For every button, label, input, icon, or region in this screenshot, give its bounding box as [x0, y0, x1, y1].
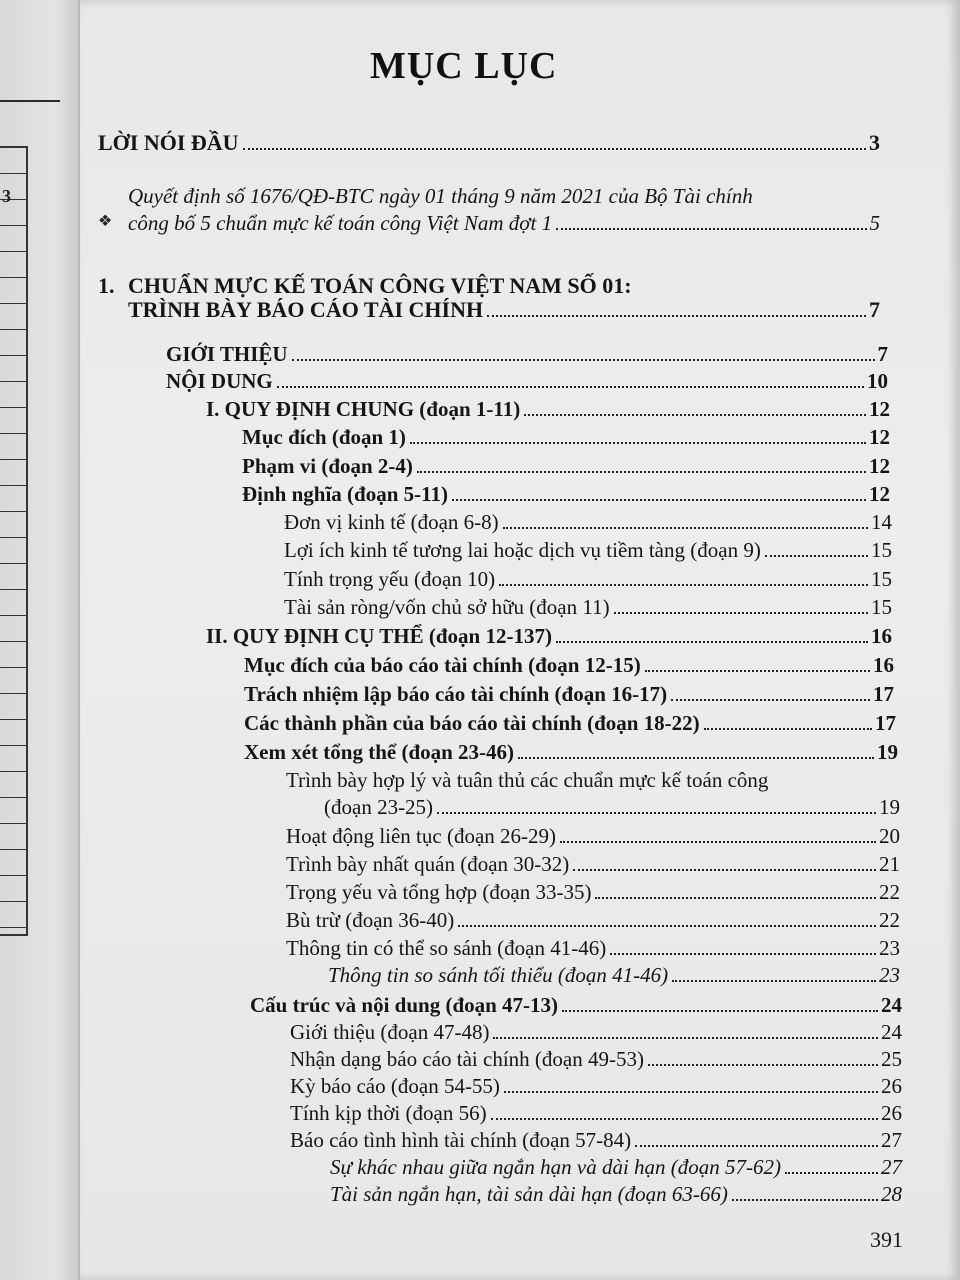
toc-entry-page: 22	[879, 880, 900, 904]
toc-entry[interactable]	[244, 739, 898, 765]
toc-entry[interactable]	[284, 566, 892, 592]
dot-leader	[499, 584, 868, 586]
dot-leader	[437, 812, 876, 814]
toc-entry[interactable]	[206, 623, 892, 649]
toc-entry-preface[interactable]	[98, 130, 880, 156]
toc-entry-label: LỜI NÓI ĐẦU	[98, 130, 239, 155]
toc-entry[interactable]	[244, 710, 896, 736]
dot-leader	[765, 555, 868, 557]
dot-leader	[560, 841, 876, 843]
chapter-title-line1: CHUẨN MỰC KẾ TOÁN CÔNG VIỆT NAM SỐ 01:	[128, 273, 632, 298]
toc-entry-label: Cấu trúc và nội dung (đoạn 47-13)	[250, 993, 559, 1017]
toc-entry-page: 15	[871, 567, 892, 591]
toc-entry[interactable]	[290, 1073, 902, 1099]
toc-entry-page: 25	[881, 1047, 902, 1071]
toc-entry-page: 22	[879, 908, 900, 932]
toc-entry-page: 5	[869, 211, 880, 235]
toc-entry-label: Tài sản ngắn hạn, tài sản dài hạn (đoạn 63-66)	[330, 1182, 728, 1206]
toc-entry[interactable]	[244, 681, 894, 707]
toc-entry-label: Mục đích (đoạn 1)	[242, 425, 406, 449]
dot-leader	[504, 1091, 878, 1093]
toc-entry-label: Phạm vi (đoạn 2-4)	[242, 454, 413, 478]
dot-leader	[503, 527, 868, 529]
toc-entry-label: (đoạn 23-25)	[324, 795, 434, 819]
toc-entry-label: Lợi ích kinh tế tương lai hoặc dịch vụ tiềm tàng (đoạn 9)	[284, 538, 761, 562]
toc-entry-page: 27	[881, 1128, 902, 1152]
dot-leader	[417, 471, 866, 473]
toc-entry-page: 12	[869, 425, 890, 449]
facing-page-rule	[0, 100, 60, 102]
toc-entry-label: Giới thiệu (đoạn 47-48)	[290, 1020, 490, 1044]
toc-entry[interactable]	[286, 907, 900, 933]
toc-entry-label: Kỳ báo cáo (đoạn 54-55)	[290, 1074, 500, 1098]
dot-leader	[704, 728, 872, 730]
facing-page-edge	[0, 0, 78, 1280]
page-title: MỤC LỤC	[370, 45, 558, 87]
toc-entry[interactable]	[250, 992, 902, 1018]
toc-entry-page: 16	[871, 624, 892, 648]
dot-leader	[573, 869, 876, 871]
facing-page-number: 3	[2, 186, 11, 206]
toc-entry-label: Nhận dạng báo cáo tài chính (đoạn 49-53)	[290, 1047, 644, 1071]
toc-entry-page: 7	[877, 342, 888, 366]
toc-entry-page: 12	[869, 482, 890, 506]
dot-leader	[292, 359, 875, 361]
chapter-number: 1.	[98, 273, 115, 298]
toc-entry[interactable]	[330, 1181, 902, 1207]
toc-page	[80, 0, 960, 1280]
toc-entry-label: Đơn vị kinh tế (đoạn 6-8)	[284, 510, 499, 534]
dot-leader	[518, 757, 874, 759]
toc-entry-label: Tính kịp thời (đoạn 56)	[290, 1101, 487, 1125]
dot-leader	[645, 670, 870, 672]
toc-entry[interactable]	[290, 1100, 902, 1126]
toc-entry-label: GIỚI THIỆU	[166, 342, 288, 366]
toc-entry-label: Định nghĩa (đoạn 5-11)	[242, 482, 448, 506]
toc-entry-label: I. QUY ĐỊNH CHUNG (đoạn 1-11)	[206, 397, 521, 421]
toc-entry-label: Các thành phần của báo cáo tài chính (đoạn 18-22)	[244, 711, 700, 735]
toc-entry[interactable]	[242, 453, 890, 479]
toc-entry-label: Hoạt động liên tục (đoạn 26-29)	[286, 824, 557, 848]
dot-leader	[556, 641, 868, 643]
toc-entry[interactable]	[286, 935, 900, 961]
dot-leader	[277, 386, 864, 388]
toc-entry-page: 24	[881, 993, 902, 1017]
toc-entry-label: NỘI DUNG	[166, 369, 273, 393]
toc-entry[interactable]	[284, 594, 892, 620]
toc-entry-label: Trọng yếu và tổng hợp (đoạn 33-35)	[286, 880, 592, 904]
dot-leader	[556, 228, 866, 230]
toc-entry-label: Trách nhiệm lập báo cáo tài chính (đoạn 16-17)	[244, 682, 668, 706]
toc-entry[interactable]	[244, 652, 894, 678]
toc-entry-page: 19	[879, 795, 900, 819]
toc-entry[interactable]	[330, 1154, 902, 1180]
dot-leader	[785, 1172, 878, 1174]
toc-entry[interactable]	[284, 509, 892, 535]
toc-entry-page: 20	[879, 824, 900, 848]
toc-entry[interactable]	[166, 341, 888, 367]
toc-entry-label: Báo cáo tình hình tài chính (đoạn 57-84)	[290, 1128, 632, 1152]
toc-entry-page: 12	[869, 454, 890, 478]
dot-leader	[458, 925, 876, 927]
dot-leader	[614, 612, 868, 614]
dot-leader	[452, 499, 866, 501]
toc-entry[interactable]	[242, 481, 890, 507]
toc-entry-page: 14	[871, 510, 892, 534]
toc-entry-page: 26	[881, 1074, 902, 1098]
toc-entry-label: Thông tin so sánh tối thiểu (đoạn 41-46)	[328, 963, 669, 987]
toc-entry-page: 17	[875, 711, 896, 735]
page-number: 391	[870, 1227, 903, 1252]
toc-entry-page: 10	[867, 369, 888, 393]
dot-leader	[243, 148, 866, 150]
table-of-contents	[80, 0, 960, 1280]
toc-entry[interactable]	[290, 1019, 902, 1045]
toc-entry-page: 21	[879, 852, 900, 876]
toc-entry[interactable]	[290, 1127, 902, 1153]
dot-leader	[410, 442, 866, 444]
toc-entry-page: 15	[871, 538, 892, 562]
dot-leader	[672, 980, 876, 982]
toc-entry-page: 15	[871, 595, 892, 619]
toc-entry-decision[interactable]	[128, 210, 880, 236]
toc-entry-page: 24	[881, 1020, 902, 1044]
dot-leader	[732, 1199, 878, 1201]
dot-leader	[648, 1064, 878, 1066]
toc-entry-label: Sự khác nhau giữa ngắn hạn và dài hạn (đoạn 57-62)	[330, 1155, 782, 1179]
toc-entry-page: 27	[881, 1155, 902, 1179]
toc-entry[interactable]	[166, 368, 888, 394]
toc-entry[interactable]	[290, 1046, 902, 1072]
toc-entry[interactable]	[286, 823, 900, 849]
toc-entry[interactable]	[286, 879, 900, 905]
dot-leader	[562, 1010, 878, 1012]
toc-entry-label: II. QUY ĐỊNH CỤ THỂ (đoạn 12-137)	[206, 624, 552, 648]
toc-entry-decision-line1: Quyết định số 1676/QĐ-BTC ngày 01 tháng 9 năm 2021 của Bộ Tài chính	[128, 184, 753, 208]
toc-entry[interactable]	[286, 851, 900, 877]
toc-entry[interactable]	[324, 794, 900, 820]
dot-leader	[487, 315, 866, 317]
diamond-bullet-icon: ❖	[98, 213, 113, 230]
dot-leader	[671, 699, 870, 701]
dot-leader	[610, 953, 876, 955]
toc-entry[interactable]	[328, 962, 900, 988]
toc-entry-fair-presentation-line1: Trình bày hợp lý và tuân thủ các chuẩn mực kế toán công	[286, 768, 769, 792]
toc-entry-label: Bù trừ (đoạn 36-40)	[286, 908, 455, 932]
toc-entry-label: Tài sản ròng/vốn chủ sở hữu (đoạn 11)	[284, 595, 610, 619]
toc-entry-page: 28	[881, 1182, 902, 1206]
toc-entry-page: 26	[881, 1101, 902, 1125]
dot-leader	[491, 1118, 878, 1120]
toc-entry-label: Mục đích của báo cáo tài chính (đoạn 12-15)	[244, 653, 641, 677]
toc-entry[interactable]	[242, 424, 890, 450]
toc-entry-page: 12	[869, 397, 890, 421]
toc-entry-label: Tính trọng yếu (đoạn 10)	[284, 567, 496, 591]
toc-entry[interactable]	[284, 537, 892, 563]
dot-leader	[635, 1145, 878, 1147]
toc-entry-page: 19	[877, 740, 898, 764]
dot-leader	[493, 1037, 878, 1039]
toc-entry-page: 17	[873, 682, 894, 706]
toc-entry-chapter1[interactable]	[128, 297, 880, 323]
toc-entry-page: 3	[869, 130, 880, 155]
dot-leader	[595, 897, 876, 899]
facing-page-table	[0, 146, 28, 936]
toc-entry[interactable]	[206, 396, 890, 422]
toc-entry-page: 7	[869, 297, 880, 322]
toc-entry-label: công bố 5 chuẩn mực kế toán công Việt Nam đợt 1	[128, 211, 553, 235]
toc-entry-page: 23	[879, 936, 900, 960]
toc-entry-label: Xem xét tổng thể (đoạn 23-46)	[244, 740, 515, 764]
toc-entry-label: Thông tin có thể so sánh (đoạn 41-46)	[286, 936, 607, 960]
toc-entry-page: 23	[879, 963, 900, 987]
toc-entry-label: Trình bày nhất quán (đoạn 30-32)	[286, 852, 570, 876]
toc-entry-label: TRÌNH BÀY BÁO CÁO TÀI CHÍNH	[128, 297, 484, 322]
dot-leader	[524, 414, 866, 416]
toc-entry-page: 16	[873, 653, 894, 677]
